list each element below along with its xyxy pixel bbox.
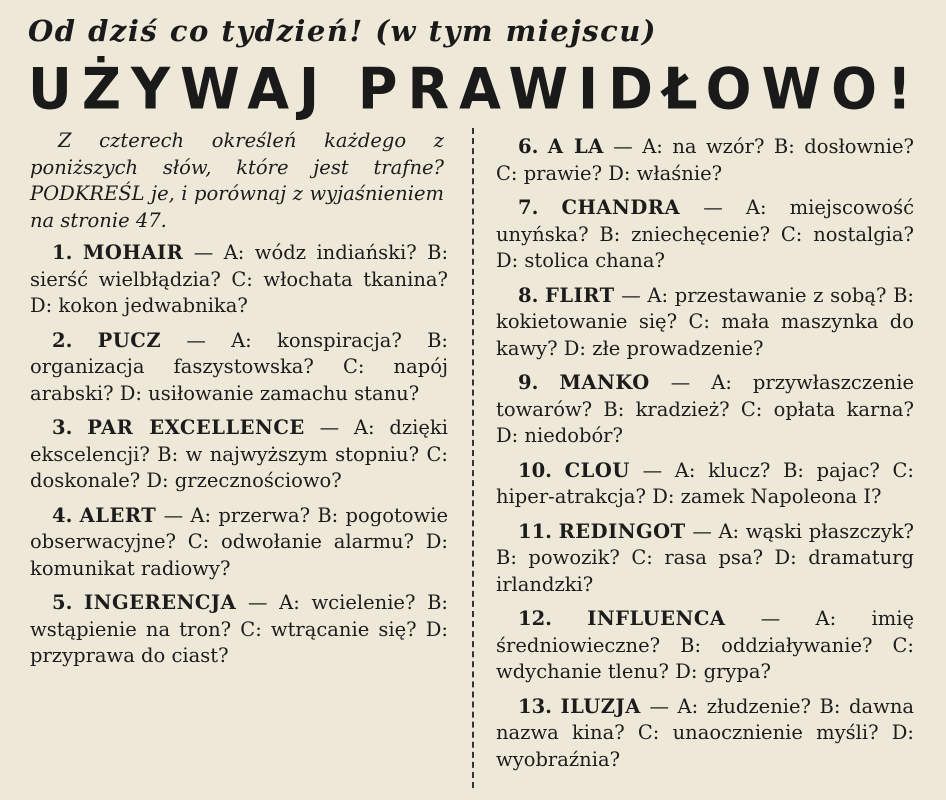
item-options: — A: wcielenie? B: wstąpienie na tron? C: wtrącanie się? D: przyprawa do ciast? bbox=[30, 591, 449, 667]
item-number: 2. bbox=[52, 328, 73, 352]
item-number: 1. bbox=[52, 241, 73, 264]
item-number: 3. bbox=[52, 416, 73, 439]
item-number: 12. bbox=[518, 607, 552, 630]
quiz-item-4 bbox=[30, 503, 448, 583]
item-options: — A: wódz indiański? B: sierść wielbłądzia? C: włochata tkanina? D: kokon jedwabnika? bbox=[30, 241, 449, 317]
item-term: ILUZJA bbox=[560, 694, 641, 718]
item-options: — A: miejscowość unyńska? B: zniechęcenie? C: nostalgia? D: stolica chana? bbox=[496, 196, 914, 272]
item-term: ALERT bbox=[79, 503, 157, 527]
item-term: INGERENCJA bbox=[84, 591, 237, 614]
item-term: PUCZ bbox=[97, 328, 162, 352]
item-options: — A: złudzenie? B: dawna nazwa kina? C: unaocznienie myśli? D: wyobraźnia? bbox=[496, 694, 915, 771]
item-term: CLOU bbox=[564, 458, 630, 482]
item-term: CHANDRA bbox=[561, 196, 681, 219]
quiz-item-9 bbox=[496, 370, 914, 450]
item-options: — A: na wzór? B: dosłownie? C: prawie? D: właśnie? bbox=[496, 135, 915, 185]
quiz-item-1 bbox=[30, 240, 448, 320]
quiz-item-12 bbox=[496, 606, 914, 686]
item-term: MANKO bbox=[559, 371, 650, 394]
quiz-item-2 bbox=[30, 328, 448, 408]
quiz-item-3 bbox=[30, 415, 448, 495]
quiz-item-10 bbox=[496, 458, 914, 511]
item-number: 8. bbox=[518, 283, 539, 307]
item-number: 9. bbox=[518, 371, 539, 394]
intro-text: Z czterech określeń każdego z poniższych słów, które jest trafne? PODKREŚL je, i porównaj z wyjaśnieniem na stronie 47. bbox=[30, 129, 444, 232]
subtitle: Od dziś co tydzień! (w tym miejscu) bbox=[28, 14, 658, 48]
item-term: INFLUENCA bbox=[587, 607, 726, 630]
item-term: PAR EXCELLENCE bbox=[87, 416, 305, 439]
item-term: FLIRT bbox=[545, 283, 615, 307]
quiz-item-13 bbox=[496, 694, 914, 774]
quiz-item-8 bbox=[496, 283, 914, 363]
item-options: — A: przestawanie z sobą? B: kokietowanie się? C: mała maszynka do kawy? D: złe prowadzenie? bbox=[496, 283, 914, 360]
item-options: — A: przerwa? B: pogotowie obserwacyjne? C: odwołanie alarmu? D: komunikat radiowy? bbox=[30, 503, 449, 580]
item-number: 6. bbox=[518, 135, 539, 158]
item-options: — A: imię średniowieczne? B: oddziaływanie? C: wdychanie tlenu? D: grypa? bbox=[496, 607, 914, 683]
quiz-item-5 bbox=[30, 590, 448, 670]
item-number: 7. bbox=[518, 196, 539, 219]
item-number: 11. bbox=[518, 519, 552, 543]
item-options: — A: klucz? B: pajac? C: hiper-atrakcja? D: zamek Napoleona I? bbox=[496, 458, 915, 508]
item-term: REDINGOT bbox=[558, 519, 686, 543]
quiz-item-7 bbox=[496, 195, 914, 275]
item-options: — A: wąski płaszczyk? B: powozik? C: rasa psa? D: dramaturg irlandzki? bbox=[496, 519, 914, 596]
item-term: A LA bbox=[547, 135, 604, 158]
item-options: — A: dzięki ekscelencji? B: w najwyższym stopniu? C: doskonale? D: grzecznościowo? bbox=[30, 416, 448, 492]
item-number: 10. bbox=[518, 458, 552, 482]
quiz-item-11 bbox=[496, 519, 914, 599]
quiz-item-6 bbox=[496, 134, 914, 187]
column-divider bbox=[472, 128, 474, 788]
headline: UŻYWAJ PRAWIDŁOWO! bbox=[28, 56, 922, 123]
left-column bbox=[30, 128, 448, 678]
item-number: 13. bbox=[518, 694, 552, 718]
item-number: 4. bbox=[52, 503, 73, 527]
item-number: 5. bbox=[52, 591, 73, 614]
right-column bbox=[496, 134, 914, 781]
item-term: MOHAIR bbox=[82, 241, 184, 264]
item-options: — A: przywłaszczenie towarów? B: kradzież? C: opłata karna? D: niedobór? bbox=[496, 371, 914, 447]
item-options: — A: konspiracja? B: organizacja faszystowska? C: napój arabski? D: usiłowanie zamachu stanu? bbox=[30, 328, 448, 405]
